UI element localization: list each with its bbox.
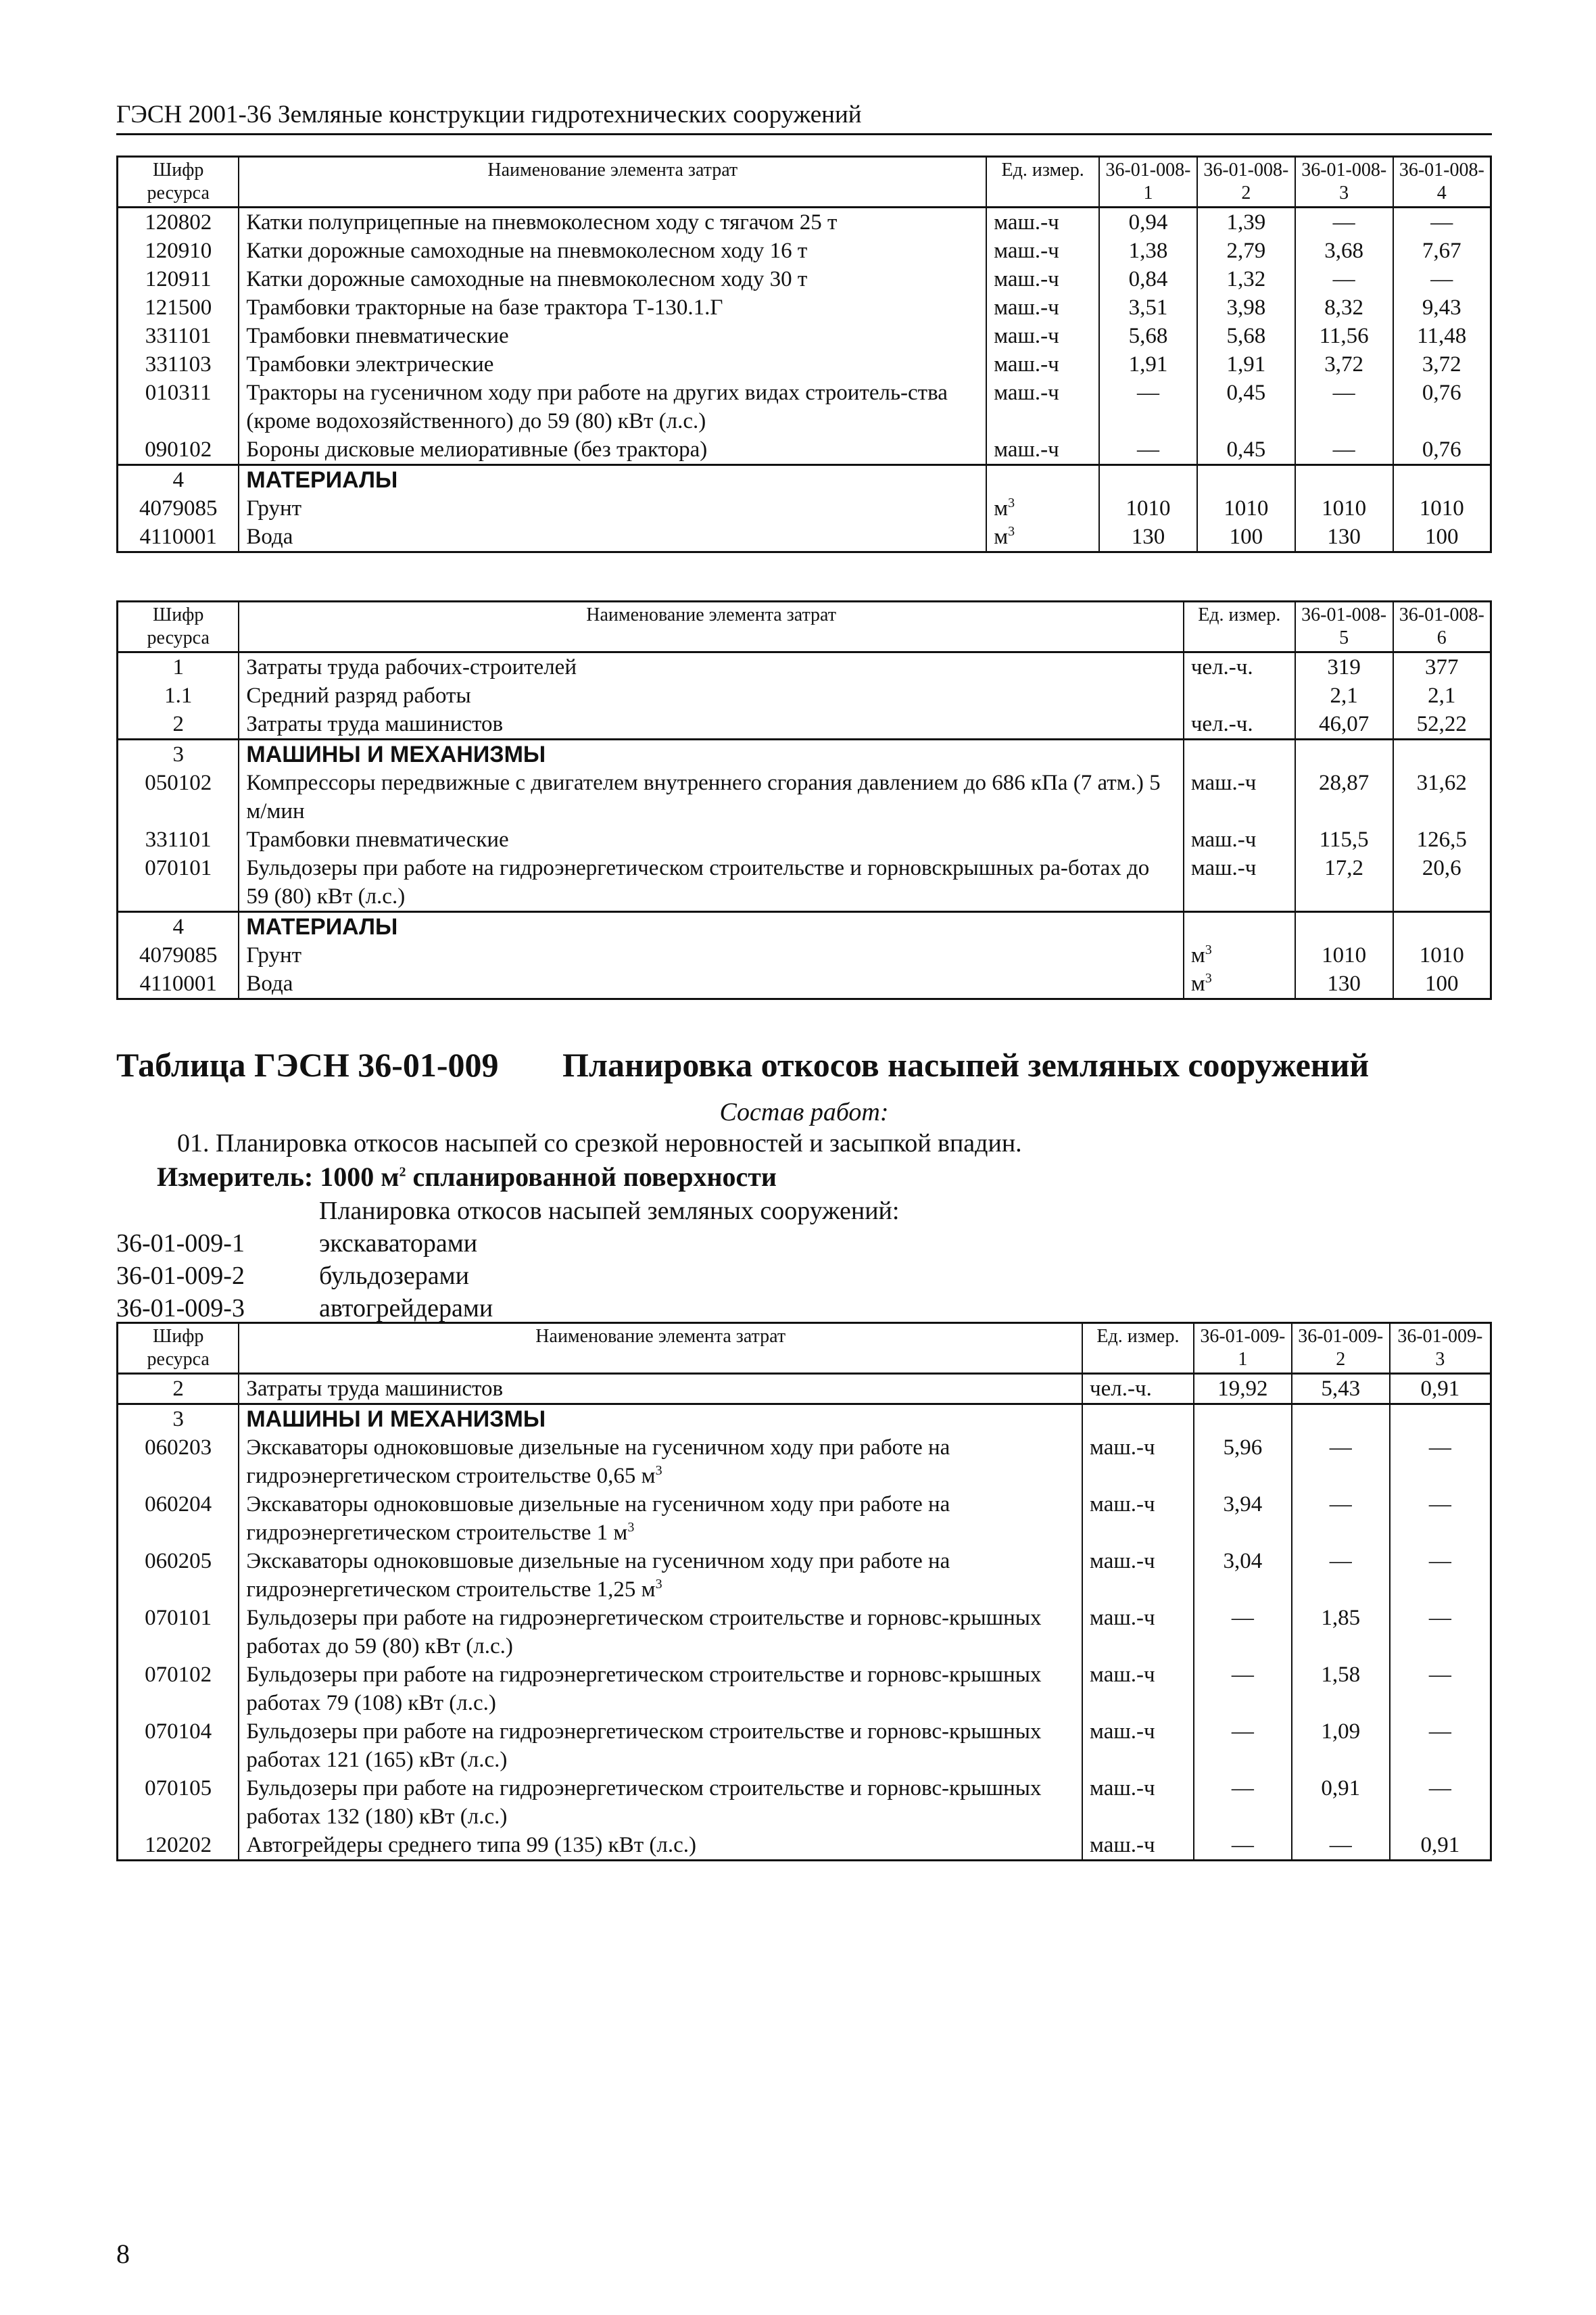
row-value: 8,32 xyxy=(1295,293,1393,322)
row-code: 4110001 xyxy=(118,523,239,552)
row-code: 120911 xyxy=(118,265,239,293)
row-value: 1010 xyxy=(1393,494,1491,523)
header-unit: Ед. измер. xyxy=(986,157,1099,208)
empty-cell xyxy=(1393,465,1491,495)
row-name: Трамбовки электрические xyxy=(239,350,986,379)
empty-cell xyxy=(1295,740,1393,769)
row-value: — xyxy=(1390,1490,1491,1547)
variant-item xyxy=(116,1227,1492,1260)
empty-cell xyxy=(1082,1404,1194,1434)
row-name: Грунт xyxy=(239,941,1183,970)
row-unit: маш.-ч xyxy=(986,379,1099,435)
row-name: Затраты труда машинистов xyxy=(239,1374,1082,1404)
row-name: Вода xyxy=(239,970,1183,999)
row-name: Грунт xyxy=(239,494,986,523)
header-col: 36-01-008-1 xyxy=(1099,157,1197,208)
row-name: Трамбовки пневматические xyxy=(239,322,986,350)
superscript-3: 3 xyxy=(1205,942,1212,957)
row-unit: чел.-ч. xyxy=(1184,710,1295,740)
table-row xyxy=(118,350,1491,379)
variant-code: 36-01-009-3 xyxy=(116,1294,245,1322)
table-row xyxy=(118,265,1491,293)
section-code: 3 xyxy=(118,740,239,769)
row-unit: маш.-ч xyxy=(1082,1774,1194,1831)
table-row xyxy=(118,970,1491,999)
meter-line xyxy=(157,1160,1492,1195)
row-value: 319 xyxy=(1295,652,1393,682)
row-value: 130 xyxy=(1295,970,1393,999)
table-row xyxy=(118,435,1491,465)
table-code: Таблица ГЭСН 36-01-009 xyxy=(116,1046,499,1084)
row-unit: маш.-ч xyxy=(986,208,1099,237)
row-unit xyxy=(1184,941,1295,970)
row-code: 2 xyxy=(118,1374,239,1404)
row-value: 9,43 xyxy=(1393,293,1491,322)
variant-name: бульдозерами xyxy=(319,1262,469,1290)
row-name: Бульдозеры при работе на гидроэнергетическом строительстве и горновс-крышных работах 121 (165) кВт (л.с.) xyxy=(239,1717,1082,1774)
empty-cell xyxy=(1295,465,1393,495)
row-code: 331103 xyxy=(118,350,239,379)
superscript-3: 3 xyxy=(655,1577,662,1592)
empty-cell xyxy=(986,465,1099,495)
table-row xyxy=(118,1831,1491,1861)
row-value: 3,98 xyxy=(1197,293,1295,322)
table-body xyxy=(118,652,1491,999)
row-code: 050102 xyxy=(118,769,239,826)
header-col: 36-01-008-2 xyxy=(1197,157,1295,208)
table-row xyxy=(118,826,1491,854)
row-value: 2,1 xyxy=(1393,682,1491,710)
row-value: 5,68 xyxy=(1099,322,1197,350)
section-title: МАТЕРИАЛЫ xyxy=(239,912,1183,942)
table-row xyxy=(118,682,1491,710)
row-value: 1,58 xyxy=(1292,1661,1390,1717)
row-value: 28,87 xyxy=(1295,769,1393,826)
variant-item xyxy=(116,1260,1492,1292)
row-value: 0,76 xyxy=(1393,435,1491,465)
row-value: — xyxy=(1292,1490,1390,1547)
row-value: 1010 xyxy=(1393,941,1491,970)
table-row xyxy=(118,523,1491,552)
row-value: 1,85 xyxy=(1292,1604,1390,1661)
running-header: ГЭСН 2001-36 Земляные конструкции гидротехнических сооружений xyxy=(116,100,1492,135)
row-value: 3,94 xyxy=(1194,1490,1292,1547)
row-value: — xyxy=(1194,1774,1292,1831)
row-value: 19,92 xyxy=(1194,1374,1292,1404)
row-value: — xyxy=(1194,1717,1292,1774)
variant-item xyxy=(116,1292,1492,1324)
row-value: — xyxy=(1194,1661,1292,1717)
row-code: 060203 xyxy=(118,1433,239,1490)
row-code: 060205 xyxy=(118,1547,239,1604)
row-value: 100 xyxy=(1197,523,1295,552)
row-name: Трамбовки тракторные на базе трактора Т-130.1.Г xyxy=(239,293,986,322)
section-row xyxy=(118,465,1491,495)
row-value: — xyxy=(1390,1774,1491,1831)
superscript-3: 3 xyxy=(655,1463,662,1478)
empty-cell xyxy=(1390,1404,1491,1434)
row-unit: маш.-ч xyxy=(1082,1717,1194,1774)
work-item: 01. Планировка откосов насыпей со срезкой неровностей и засыпкой впадин. xyxy=(177,1129,1022,1158)
row-code: 070105 xyxy=(118,1774,239,1831)
superscript-3: 3 xyxy=(1008,524,1015,539)
table-row xyxy=(118,1490,1491,1547)
table-row xyxy=(118,769,1491,826)
row-name: Вода xyxy=(239,523,986,552)
row-value: 7,67 xyxy=(1393,237,1491,265)
row-name: Трамбовки пневматические xyxy=(239,826,1183,854)
table-row xyxy=(118,379,1491,435)
variant-code: 36-01-009-1 xyxy=(116,1229,245,1258)
row-unit: маш.-ч xyxy=(986,322,1099,350)
row-unit: маш.-ч xyxy=(1082,1433,1194,1490)
row-code: 120802 xyxy=(118,208,239,237)
table-heading: Планировка откосов насыпей земляных сооружений xyxy=(562,1046,1370,1084)
row-value: 17,2 xyxy=(1295,854,1393,912)
superscript-3: 3 xyxy=(1008,496,1015,510)
row-value: — xyxy=(1292,1433,1390,1490)
table-row xyxy=(118,652,1491,682)
unit-text: м xyxy=(994,496,1009,521)
table-body xyxy=(118,208,1491,552)
section-row xyxy=(118,912,1491,942)
row-value: 3,72 xyxy=(1393,350,1491,379)
row-value: 3,51 xyxy=(1099,293,1197,322)
row-code: 4079085 xyxy=(118,494,239,523)
row-value: — xyxy=(1390,1717,1491,1774)
row-code: 120202 xyxy=(118,1831,239,1861)
row-name: Катки полуприцепные на пневмоколесном ходу с тягачом 25 т xyxy=(239,208,986,237)
row-name: Затраты труда машинистов xyxy=(239,710,1183,740)
row-value: — xyxy=(1292,1831,1390,1861)
empty-cell xyxy=(1184,912,1295,942)
row-code: 121500 xyxy=(118,293,239,322)
row-value: 0,45 xyxy=(1197,435,1295,465)
row-value: 52,22 xyxy=(1393,710,1491,740)
row-value: — xyxy=(1295,208,1393,237)
table-row xyxy=(118,1547,1491,1604)
row-value: 11,56 xyxy=(1295,322,1393,350)
empty-cell xyxy=(1295,912,1393,942)
row-value: 377 xyxy=(1393,652,1491,682)
empty-cell xyxy=(1194,1404,1292,1434)
row-value: 1010 xyxy=(1099,494,1197,523)
variants-heading: Планировка откосов насыпей земляных сооружений: xyxy=(319,1197,900,1225)
empty-cell xyxy=(1197,465,1295,495)
row-value: — xyxy=(1390,1433,1491,1490)
row-unit: маш.-ч xyxy=(1082,1831,1194,1861)
row-unit: маш.-ч xyxy=(986,237,1099,265)
row-name: Компрессоры передвижные с двигателем внутреннего сгорания давлением до 686 кПа (7 атм.) 5 м/мин xyxy=(239,769,1183,826)
row-code: 1 xyxy=(118,652,239,682)
row-value: 0,94 xyxy=(1099,208,1197,237)
row-value: 11,48 xyxy=(1393,322,1491,350)
empty-cell xyxy=(1393,912,1491,942)
row-name: Затраты труда рабочих-строителей xyxy=(239,652,1183,682)
row-value: — xyxy=(1099,379,1197,435)
table-row xyxy=(118,941,1491,970)
row-value: 100 xyxy=(1393,523,1491,552)
table-row xyxy=(118,1604,1491,1661)
row-code: 2 xyxy=(118,710,239,740)
row-value: — xyxy=(1390,1547,1491,1604)
row-unit: чел.-ч. xyxy=(1082,1374,1194,1404)
row-code: 4110001 xyxy=(118,970,239,999)
row-value: 126,5 xyxy=(1393,826,1491,854)
works-heading: Состав работ: xyxy=(719,1098,889,1126)
row-unit: маш.-ч xyxy=(986,265,1099,293)
row-name: Катки дорожные самоходные на пневмоколесном ходу 16 т xyxy=(239,237,986,265)
meter-rest: спланированной поверхности xyxy=(406,1162,777,1192)
header-col: 36-01-008-3 xyxy=(1295,157,1393,208)
variant-name: автогрейдерами xyxy=(319,1294,493,1322)
table-row xyxy=(118,854,1491,912)
header-name: Наименование элемента затрат xyxy=(239,1323,1082,1374)
row-unit xyxy=(986,494,1099,523)
table-row xyxy=(118,1433,1491,1490)
row-name: Бульдозеры при работе на гидроэнергетическом строительстве и горновс-крышных работах 79 (108) кВт (л.с.) xyxy=(239,1661,1082,1717)
section-title: МАШИНЫ И МЕХАНИЗМЫ xyxy=(239,1404,1082,1434)
row-value: 1,91 xyxy=(1099,350,1197,379)
row-code: 070104 xyxy=(118,1717,239,1774)
row-name: Бульдозеры при работе на гидроэнергетическом строительстве и горновс-крышных работах 132 (180) кВт (л.с.) xyxy=(239,1774,1082,1831)
row-value: 1,39 xyxy=(1197,208,1295,237)
table-row xyxy=(118,1661,1491,1717)
section-row xyxy=(118,1404,1491,1434)
row-unit: маш.-ч xyxy=(1184,769,1295,826)
header-name: Наименование элемента затрат xyxy=(239,157,986,208)
table-row xyxy=(118,494,1491,523)
row-value: 100 xyxy=(1393,970,1491,999)
row-name: Бульдозеры при работе на гидроэнергетическом строительстве и горновс-крышных работах до 59 (80) кВт (л.с.) xyxy=(239,1604,1082,1661)
header-code: Шифр ресурса xyxy=(118,602,239,652)
row-value: — xyxy=(1295,435,1393,465)
row-value: 0,45 xyxy=(1197,379,1295,435)
row-unit xyxy=(1184,682,1295,710)
row-value: — xyxy=(1295,265,1393,293)
table-row xyxy=(118,1717,1491,1774)
table-row xyxy=(118,208,1491,237)
row-code: 4079085 xyxy=(118,941,239,970)
row-unit: маш.-ч xyxy=(1184,854,1295,912)
header-unit: Ед. измер. xyxy=(1082,1323,1194,1374)
row-value: 1,38 xyxy=(1099,237,1197,265)
row-unit: маш.-ч xyxy=(1082,1604,1194,1661)
unit-text: м xyxy=(994,525,1009,549)
row-value: 2,1 xyxy=(1295,682,1393,710)
row-value: 46,07 xyxy=(1295,710,1393,740)
table-header-row xyxy=(118,157,1491,208)
row-value: 1,09 xyxy=(1292,1717,1390,1774)
row-name: Экскаваторы одноковшовые дизельные на гусеничном ходу при работе на гидроэнергетическом строительстве 0,65 $м^3$ xyxy=(239,1433,1082,1490)
header-code: Шифр ресурса xyxy=(118,157,239,208)
row-value: 1010 xyxy=(1197,494,1295,523)
row-value: 0,91 xyxy=(1390,1374,1491,1404)
row-code: 331101 xyxy=(118,322,239,350)
table-header-row xyxy=(118,1323,1491,1374)
table-title xyxy=(116,1045,1492,1085)
row-code: 331101 xyxy=(118,826,239,854)
empty-cell xyxy=(1292,1404,1390,1434)
row-unit xyxy=(1184,970,1295,999)
row-value: — xyxy=(1099,435,1197,465)
table-row xyxy=(118,322,1491,350)
row-code: 010311 xyxy=(118,379,239,435)
row-value: 1,32 xyxy=(1197,265,1295,293)
row-value: 0,91 xyxy=(1292,1774,1390,1831)
superscript-2: 2 xyxy=(399,1164,406,1180)
row-value: 0,76 xyxy=(1393,379,1491,435)
table-row xyxy=(118,1774,1491,1831)
empty-cell xyxy=(1393,740,1491,769)
table-row xyxy=(118,1374,1491,1404)
row-value: 20,6 xyxy=(1393,854,1491,912)
table-row xyxy=(118,237,1491,265)
row-unit: чел.-ч. xyxy=(1184,652,1295,682)
row-value: 3,04 xyxy=(1194,1547,1292,1604)
row-unit: маш.-ч xyxy=(1082,1661,1194,1717)
superscript-3: 3 xyxy=(627,1520,635,1535)
row-code: 090102 xyxy=(118,435,239,465)
row-value: — xyxy=(1292,1547,1390,1604)
row-name: Средний разряд работы xyxy=(239,682,1183,710)
row-value: 5,68 xyxy=(1197,322,1295,350)
row-value: — xyxy=(1194,1831,1292,1861)
row-unit xyxy=(986,523,1099,552)
row-name: Катки дорожные самоходные на пневмоколесном ходу 30 т xyxy=(239,265,986,293)
row-value: 130 xyxy=(1295,523,1393,552)
row-name: Тракторы на гусеничном ходу при работе на других видах строитель-ства (кроме водохозяйственного) до 59 (80) кВт (л.с.) xyxy=(239,379,986,435)
header-col: 36-01-009-2 xyxy=(1292,1323,1390,1374)
empty-cell xyxy=(1099,465,1197,495)
row-value: 5,43 xyxy=(1292,1374,1390,1404)
section-row xyxy=(118,740,1491,769)
row-name: Экскаваторы одноковшовые дизельные на гусеничном ходу при работе на гидроэнергетическом строительстве 1,25 $м^3$ xyxy=(239,1547,1082,1604)
superscript-3: 3 xyxy=(1205,971,1212,986)
header-code: Шифр ресурса xyxy=(118,1323,239,1374)
row-code: 070102 xyxy=(118,1661,239,1717)
table-header-row xyxy=(118,602,1491,652)
section-title: МАШИНЫ И МЕХАНИЗМЫ xyxy=(239,740,1183,769)
row-unit: маш.-ч xyxy=(1082,1547,1194,1604)
row-value: 5,96 xyxy=(1194,1433,1292,1490)
section-title: МАТЕРИАЛЫ xyxy=(239,465,986,495)
row-unit: маш.-ч xyxy=(1082,1490,1194,1547)
row-value: 2,79 xyxy=(1197,237,1295,265)
row-unit: маш.-ч xyxy=(986,350,1099,379)
row-value: — xyxy=(1390,1604,1491,1661)
table-row xyxy=(118,710,1491,740)
row-value: 3,68 xyxy=(1295,237,1393,265)
row-value: 3,72 xyxy=(1295,350,1393,379)
resource-table-008-1-4 xyxy=(116,156,1492,553)
row-value: 0,91 xyxy=(1390,1831,1491,1861)
row-value: 1010 xyxy=(1295,494,1393,523)
row-value: — xyxy=(1393,208,1491,237)
row-value: 115,5 xyxy=(1295,826,1393,854)
page-number: 8 xyxy=(116,2239,130,2269)
header-name: Наименование элемента затрат xyxy=(239,602,1183,652)
header-col: 36-01-008-4 xyxy=(1393,157,1491,208)
header-col: 36-01-009-1 xyxy=(1194,1323,1292,1374)
unit-text: м xyxy=(1190,972,1205,996)
row-code: 1.1 xyxy=(118,682,239,710)
resource-table-009 xyxy=(116,1322,1492,1861)
row-value: 130 xyxy=(1099,523,1197,552)
table-009-title-block xyxy=(116,1045,1492,1324)
row-unit: маш.-ч xyxy=(986,293,1099,322)
header-col: 36-01-009-3 xyxy=(1390,1323,1491,1374)
row-value: — xyxy=(1295,379,1393,435)
row-value: 1010 xyxy=(1295,941,1393,970)
empty-cell xyxy=(1184,740,1295,769)
row-name: Бульдозеры при работе на гидроэнергетическом строительстве и горновскрышных ра-ботах до 59 (80) кВт (л.с.) xyxy=(239,854,1183,912)
row-code: 070101 xyxy=(118,1604,239,1661)
row-value: 31,62 xyxy=(1393,769,1491,826)
row-value: — xyxy=(1390,1661,1491,1717)
row-name: Экскаваторы одноковшовые дизельные на гусеничном ходу при работе на гидроэнергетическом строительстве 1 $м^3$ xyxy=(239,1490,1082,1547)
row-code: 060204 xyxy=(118,1490,239,1547)
section-code: 4 xyxy=(118,465,239,495)
header-col: 36-01-008-5 xyxy=(1295,602,1393,652)
row-unit: маш.-ч xyxy=(1184,826,1295,854)
row-name: Бороны дисковые мелиоративные (без трактора) xyxy=(239,435,986,465)
header-col: 36-01-008-6 xyxy=(1393,602,1491,652)
row-code: 120910 xyxy=(118,237,239,265)
row-code: 070101 xyxy=(118,854,239,912)
meter-label: Измеритель: 1000 м xyxy=(157,1162,400,1192)
row-value: 1,91 xyxy=(1197,350,1295,379)
resource-table-008-5-6 xyxy=(116,600,1492,1000)
section-code: 4 xyxy=(118,912,239,942)
variant-code: 36-01-009-2 xyxy=(116,1262,245,1290)
row-name: Автогрейдеры среднего типа 99 (135) кВт (л.с.) xyxy=(239,1831,1082,1861)
row-value: — xyxy=(1393,265,1491,293)
row-unit: маш.-ч xyxy=(986,435,1099,465)
section-code: 3 xyxy=(118,1404,239,1434)
variant-name: экскаваторами xyxy=(319,1229,478,1258)
row-value: 0,84 xyxy=(1099,265,1197,293)
table-body xyxy=(118,1374,1491,1861)
unit-text: м xyxy=(1190,943,1205,968)
table-row xyxy=(118,293,1491,322)
row-value: — xyxy=(1194,1604,1292,1661)
header-unit: Ед. измер. xyxy=(1184,602,1295,652)
